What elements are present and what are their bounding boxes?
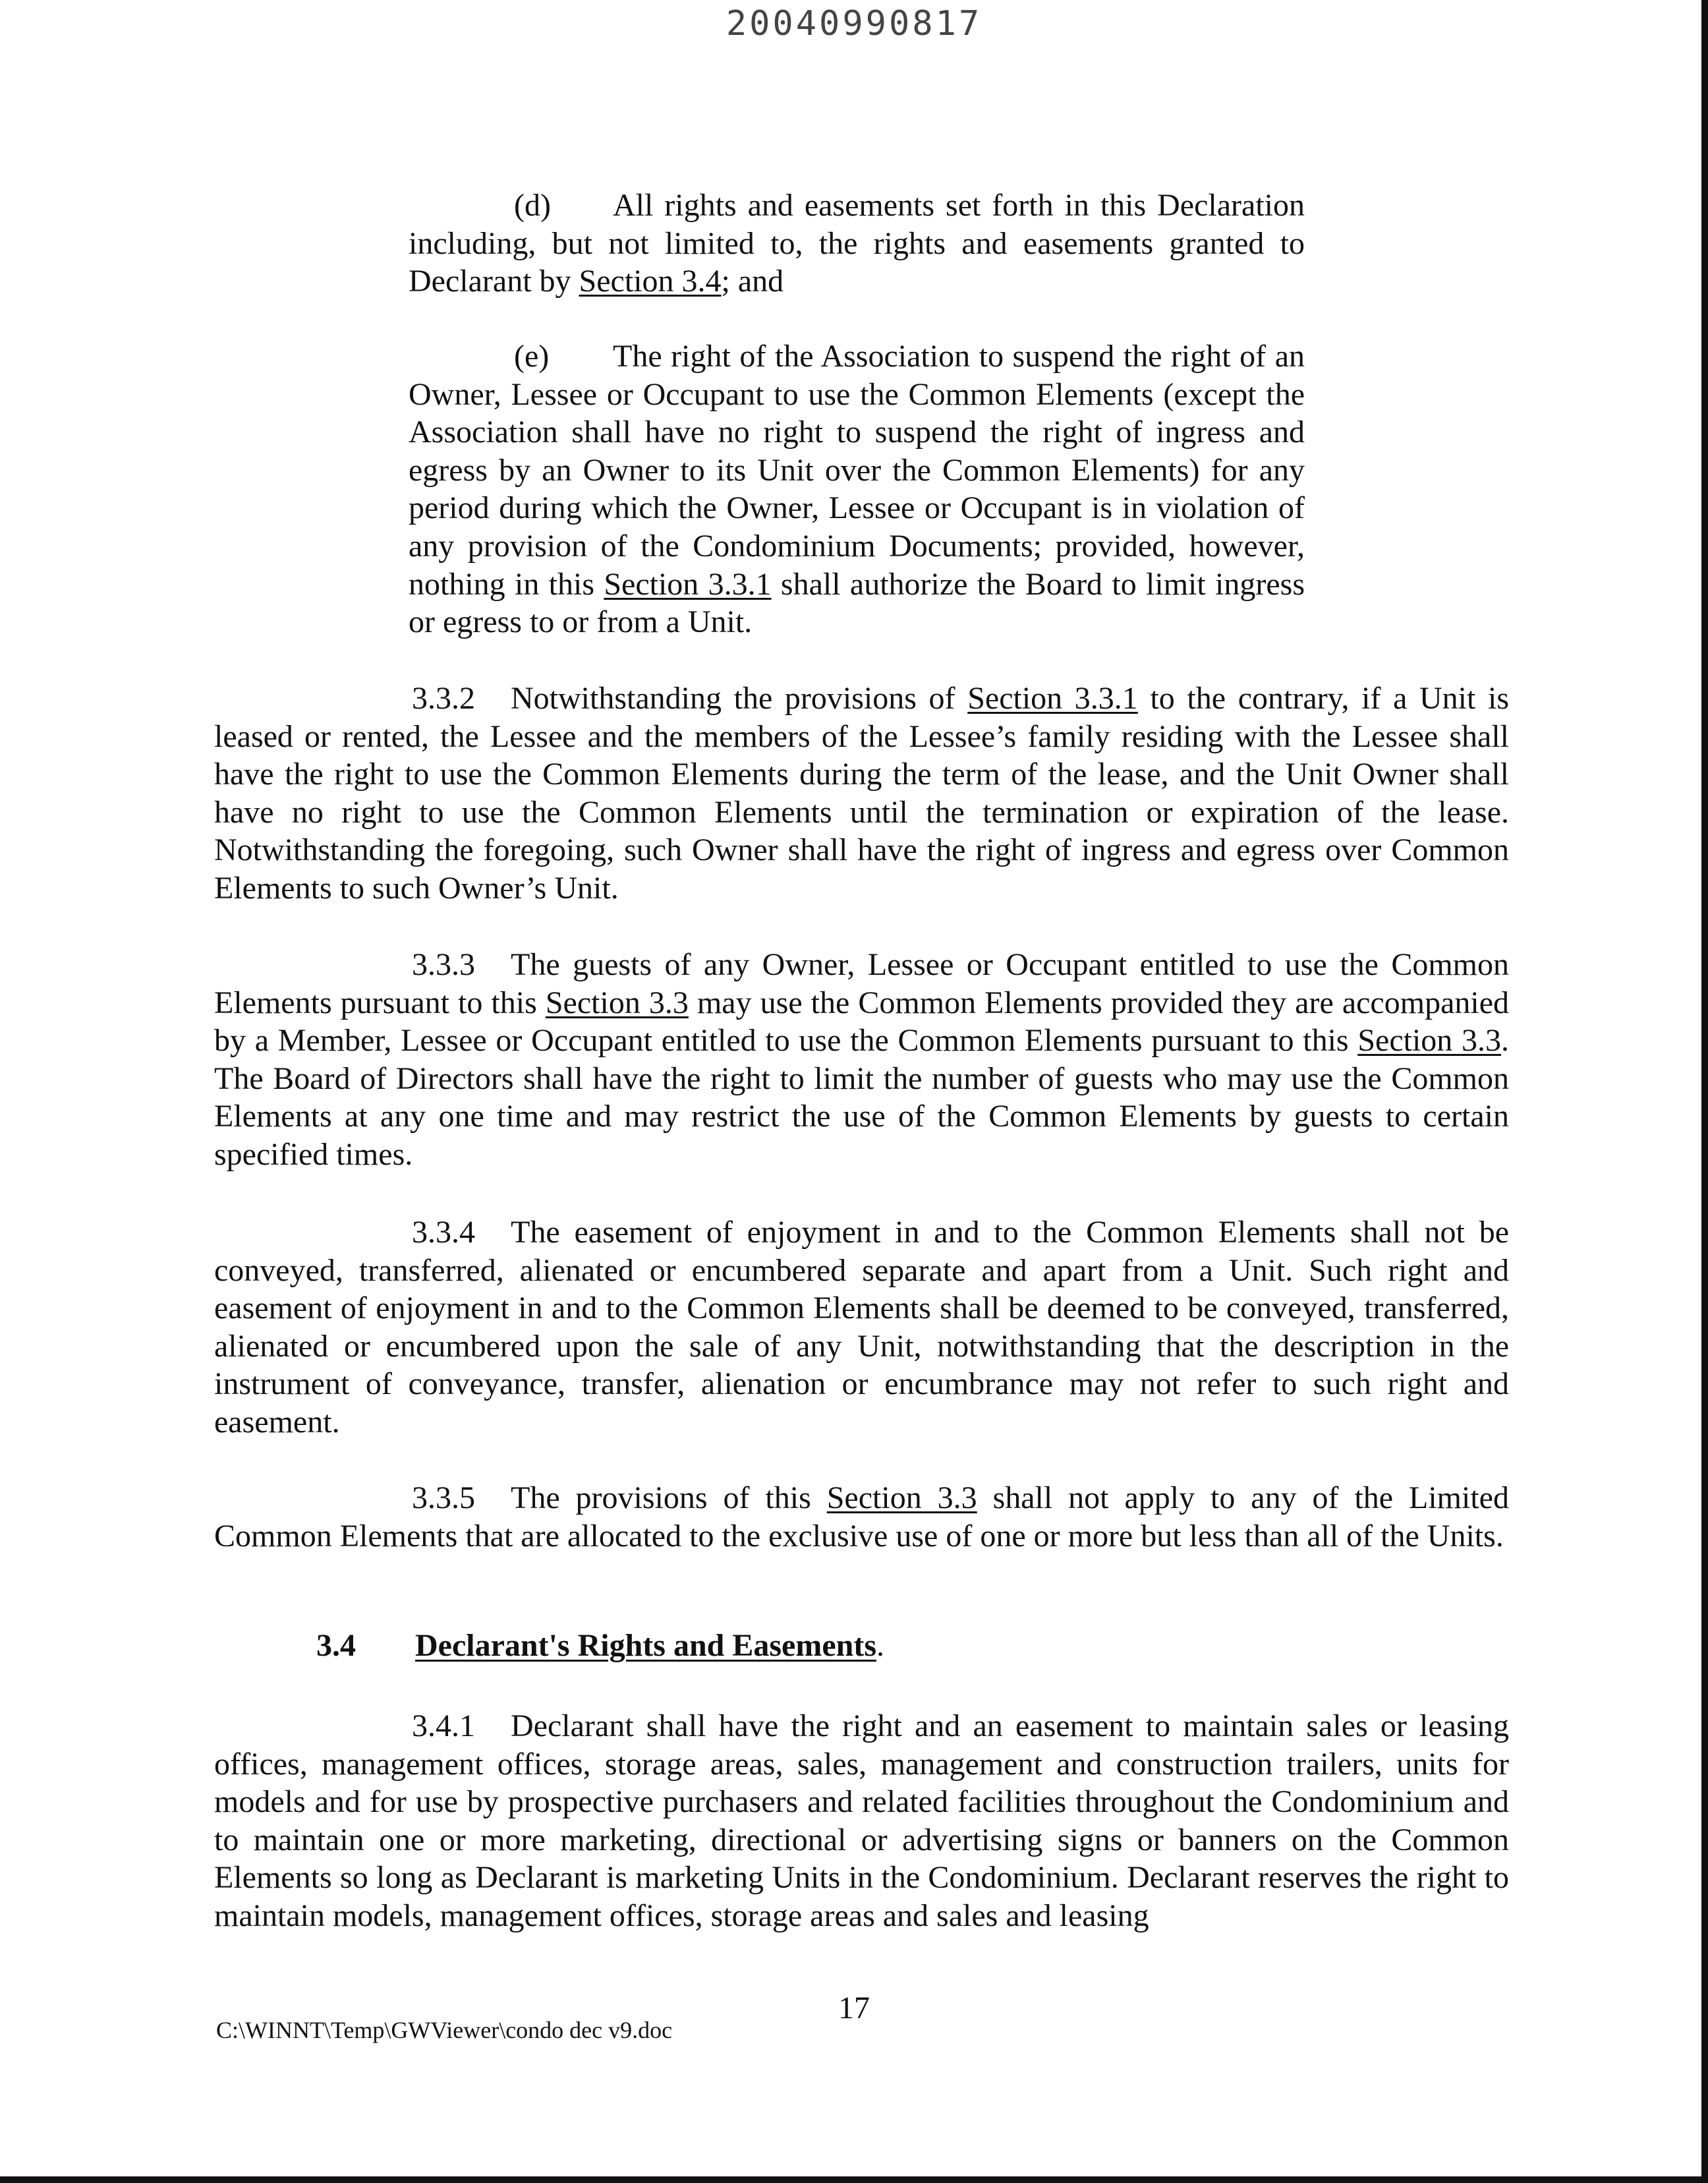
scan-border-right: [1701, 0, 1708, 2183]
heading-title: Declarant's Rights and Easements: [415, 1628, 877, 1663]
heading-number: 3.4: [316, 1628, 356, 1663]
file-path-footer: C:\WINNT\Temp\GWViewer\condo dec v9.doc: [216, 2017, 673, 2043]
scan-border-bottom: [0, 2176, 1708, 2183]
section-reference: Section 3.3: [826, 1480, 977, 1515]
section-reference: Section 3.3: [545, 985, 689, 1020]
section-reference: Section 3.3: [1357, 1023, 1501, 1059]
paragraph-3-3-4: 3.3.4 The easement of enjoyment in and to the Common Elements shall not be conveyed, transferred, alienated or encumbered separate and apart from a Unit. Such right and easement of enjoyment in and to the Common Elements shall be deemed to be conveyed, transferred, alienated or encumbered upon the sale of any Unit, notwithstanding that the description in the instrument of conveyance, transfer, alienation or encumbrance may not refer to such right and easement.: [214, 1215, 1509, 1440]
paragraph-label: 3.4.1: [412, 1708, 475, 1743]
paragraph-d: (d) All rights and easements set forth in this Declaration including, but not limited to, the rights and easements granted to Declarant by Section 3.4; and: [409, 188, 1305, 299]
paragraph-label: 3.3.2: [412, 681, 475, 716]
section-reference: Section 3.4: [579, 264, 722, 299]
paragraph-e: (e) The right of the Association to suspend the right of an Owner, Lessee or Occupant to use the Common Elements (except the Association shall have no right to suspend the right of ingress and egress by an Owner to its Unit over the Common Elements) for any period during which the Owner, Lessee or Occupant is in violation of any provision of the Condominium Documents; provided, however, nothing in this Section 3.3.1 shall authorize the Board to limit ingress or egress to or from a Unit.: [409, 339, 1305, 640]
paragraph-3-3-2: 3.3.2 Notwithstanding the provisions of Section 3.3.1 to the contrary, if a Unit is leased or rented, the Lessee and the members of the Lessee’s family residing with the Lessee shall have the right to use the Common Elements during the term of the lease, and the Unit Owner shall have no right to use the Common Elements until the termination or expiration of the lease. Notwithstanding the foregoing, such Owner shall have the right of ingress and egress over Common Elements to such Owner’s Unit.: [214, 681, 1510, 906]
paragraph-label: (d): [514, 188, 551, 223]
paragraph-3-4-1: 3.4.1 Declarant shall have the right and an easement to maintain sales or leasing offices, management offices, storage areas, sales, management and construction trailers, units for models and for use by prospective purchasers and related facilities throughout the Condominium and to maintain one or more marketing, directional or advertising signs or banners on the Common Elements so long as Declarant is marketing Units in the Condominium. Declarant reserves the right to maintain models, management offices, storage areas and sales and leasing: [214, 1708, 1509, 1933]
page-number: 17: [838, 1991, 870, 2025]
paragraph-label: 3.3.4: [412, 1215, 475, 1250]
paragraph-label: 3.3.3: [412, 947, 475, 982]
paragraph-label: 3.3.5: [412, 1480, 475, 1515]
section-heading-3-4: 3.4 Declarant's Rights and Easements.: [316, 1627, 1239, 1665]
section-reference: Section 3.3.1: [604, 566, 772, 602]
document-number: 20040990817: [726, 4, 982, 44]
paragraph-3-3-3: 3.3.3 The guests of any Owner, Lessee or Occupant entitled to use the Common Elements pursuant to this Section 3.3 may use the Common Elements provided they are accompanied by a Member, Lessee or Occupant entitled to use the Common Elements pursuant to this Section 3.3. The Board of Directors shall have the right to limit the number of guests who may use the Common Elements at any one time and may restrict the use of the Common Elements by guests to certain specified times.: [214, 947, 1510, 1172]
section-reference: Section 3.3.1: [967, 681, 1138, 716]
paragraph-label: (e): [514, 339, 550, 374]
paragraph-3-3-5: 3.3.5 The provisions of this Section 3.3 shall not apply to any of the Limited Common Elements that are allocated to the exclusive use of one or more but less than all of the Units.: [214, 1480, 1509, 1554]
